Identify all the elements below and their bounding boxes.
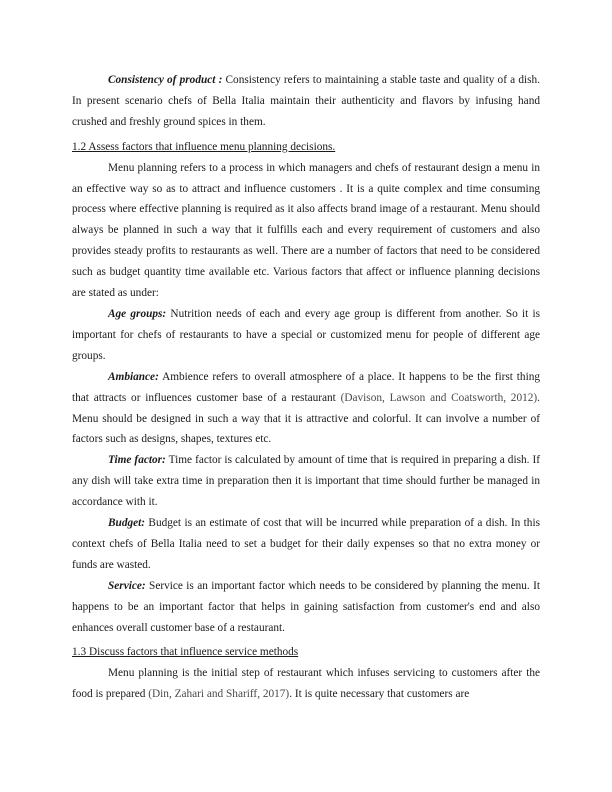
service-paragraph <box>72 576 540 639</box>
ambiance-text-before: Ambience refers to overall atmosphere of a place. It happens to be the first thing that attracts or influences customer base of a restaurant <box>72 370 540 404</box>
time-factor-text: Time factor is calculated by amount of time that is required in preparing a dish. If any dish will take extra time in preparation then it is important that time should further be managed in accordance with it. <box>72 454 540 509</box>
ambiance-text-after: . Menu should be designed in such a way that it is attractive and colorful. It can involve a number of factors such as designs, shapes, textures etc. <box>72 391 540 446</box>
service-methods-text-after: . It is quite necessary that customers are <box>289 688 470 701</box>
section-heading-1-3: 1.3 Discuss factors that influence service methods <box>72 646 299 659</box>
consistency-term: Consistency of product : <box>108 74 223 86</box>
budget-text: Budget is an estimate of cost that will be incurred while preparation of a dish. In this context chefs of Bella Italia need to set a budget for their daily expenses so that no extra money or funds are wasted. <box>72 517 540 571</box>
ambiance-citation: (Davison, Lawson and Coatsworth, 2012) <box>340 391 538 404</box>
budget-paragraph <box>72 513 540 576</box>
time-factor-paragraph <box>72 450 540 513</box>
service-term: Service: <box>108 579 146 592</box>
ambiance-paragraph <box>72 367 540 451</box>
age-groups-term: Age groups: <box>108 307 167 320</box>
time-factor-term: Time factor: <box>108 454 166 467</box>
section-heading-1-2: 1.2 Assess factors that influence menu planning decisions. <box>72 140 336 153</box>
age-groups-paragraph <box>72 304 540 367</box>
service-methods-citation: (Din, Zahari and Shariff, 2017) <box>148 688 290 701</box>
service-text: Service is an important factor which needs to be considered by planning the menu. It happens to be an important factor that helps in gaining satisfaction from customer's end and also enhances overall customer base of a restaurant. <box>72 579 540 634</box>
service-methods-text-before: Menu planning is the initial step of restaurant which infuses servicing to customers after the food is prepared <box>72 667 540 701</box>
menu-planning-intro-paragraph: Menu planning refers to a process in which managers and chefs of restaurant design a menu in an effective way so as to attract and influence customers . It is a quite complex and time consuming process where effective planning is required as it also affects brand image of a restaurant. Menu should always be planned in such a way that it fulfills each and every requirement of customers and also provides steady profits to restaurants as well. There are a number of factors that need to be considered such as budget quantity time available etc. Various factors that affect or influence planning decisions are stated as under: <box>72 161 540 300</box>
consistency-paragraph <box>72 70 540 133</box>
age-groups-text: Nutrition needs of each and every age group is different from another. So it is important for chefs of restaurants to have a special or customized menu for people of different age groups. <box>72 307 540 362</box>
ambiance-term: Ambiance: <box>108 370 159 383</box>
budget-term: Budget: <box>108 517 146 530</box>
service-methods-intro-paragraph <box>72 663 540 705</box>
consistency-text: Consistency refers to maintaining a stable taste and quality of a dish. In present scenario chefs of Bella Italia maintain their authenticity and flavors by infusing hand crushed and freshly ground spices in them. <box>72 74 540 128</box>
